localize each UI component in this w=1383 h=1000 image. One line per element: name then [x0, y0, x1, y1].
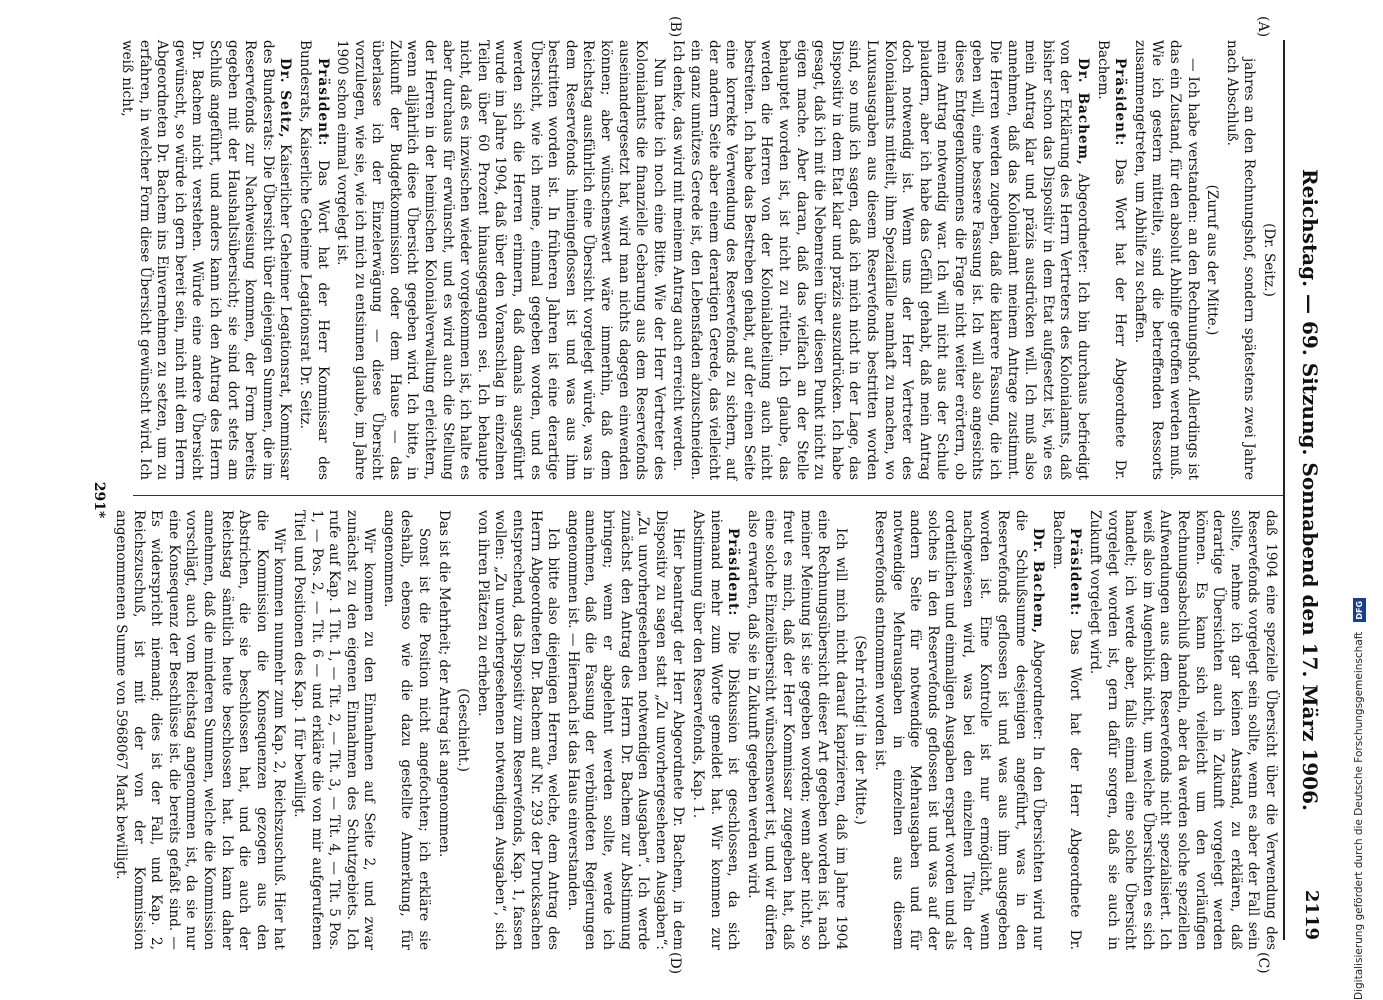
paragraph — [669, 40, 1091, 480]
margin-mark-b: (B) — [667, 16, 683, 38]
paragraph — [434, 510, 452, 950]
page-header — [1292, 40, 1328, 940]
dfg-logo: DFG — [1353, 598, 1366, 622]
paragraph — [688, 510, 741, 950]
interjection — [851, 510, 869, 950]
paragraph — [295, 40, 330, 480]
digitization-credit — [1346, 0, 1372, 1000]
paragraph — [743, 510, 849, 950]
paragraph-text: (Geschieht.) — [455, 688, 472, 772]
paragraph-text: Wir kommen zu den Einnahmen auf Seite 2, und zwar zunächst zu den eigenen Einnahmen des Schutzgebiets. Ich rufe auf Kap. 1 Tit. 1, — Tit. 2, — Tit. 3, — Tit. 4, — Tit. 5 Pos. 1, — Pos. 2, — Tit. 6 — und erkläre die von mir aufgerufenen Titel und Positionen des Kap. 1 für bewilligt. — [290, 510, 378, 950]
paragraph — [1093, 40, 1128, 480]
page-number: 2119 — [1301, 889, 1322, 940]
paragraph — [289, 510, 377, 950]
paragraph-text: Die Diskussion ist geschlossen, da sich niemand mehr zum Worte gemeldet hat. Wir kommen zur Abstimmung über den Reservefonds, Kap. 1. — [690, 510, 742, 950]
speaker-name: Dr. Bachem, — [1030, 528, 1047, 635]
paragraph — [1130, 40, 1200, 480]
speaker-name: Dr. Seitz, — [277, 58, 294, 139]
right-column — [113, 510, 1279, 950]
speaker-name: Präsident: — [314, 58, 331, 147]
paragraph-text: — Ich habe verstanden: an den Rechnungshof. Allerdings ist das ein Zustand, für den absolut Abhilfe getroffen werden muß. Wie ich gestern mitteilte, sind die betreffenden Ressorts zusammengetreten, um Abhilfe zu schaffen. — [1131, 40, 1201, 480]
paragraph-text: jahres an den Rechnungshof, sondern spätestens zwei Jahre nach Abschluß. — [1223, 40, 1258, 480]
column-rule — [133, 495, 1283, 496]
paragraph-text: (Sehr richtig! in der Mitte.) — [852, 635, 869, 825]
paragraph-text: Das ist die Mehrheit; der Antrag ist angenommen. — [435, 510, 452, 858]
paragraph-text: (Dr. Seitz.) — [1261, 223, 1277, 297]
paragraph-text: Das Wort hat der Herr Abgeordnete Dr. Bachem. — [1049, 510, 1084, 950]
paragraph-text: Wir kommen nunmehr zum Kap. 2, Reichszuschuß. Hier hat die Kommission die Konsequenzen gezogen aus den Abstrichen, die sie beschlossen hat, und die auch der Reichstag sämtlich heute beschlossen hat. Ich kann daher annehmen, daß die minderen Summen, welche die Kommission vorschlägt, auch vom Reichstag angenommen ist, da sie nur eine Konsequenz der Beschlüsse ist. die bereits gefaßt sind. — Es widerspricht niemand; dies ist der Fall, und Kap. 2, Reichszuschuß, ist mit der von der Kommission angenommenen Summe von 5968067 Mark bewilligt. — [113, 510, 288, 950]
running-title: Reichstag. — 69. Sitzung. Sonnabend den 17. März 1906. — [1298, 169, 1322, 811]
paragraph-text: Abgeordneter: In den Übersichten wird nur die Schlußsumme desjenigen angeführt, was in den Reservefonds geflossen ist und was aus ihm ausgegeben worden ist. Eine Kontrolle ist nur ermöglicht, wenn nachgewiesen wird, was bei den einzelnen Titeln der ordentlichen und einmaligen Ausgaben erspart worden und als solches in den Reservefonds geflossen ist und was auf der andern Seite für notwendige Mehrausgaben und für notwendige Mehrausgaben in einzelnen aus diesem Reservefonds entnommen worden ist. — [871, 510, 1047, 950]
paragraph-text: Ich will mich nicht darauf kaprizieren, daß im Jahre 1904 eine Rechnungsübersicht dieser Art gegeben worden ist, nach meiner Meinung ist sie gegeben worden; wenn aber nicht, so freut es mich, daß der Herr Kommissar zugegeben hat, daß eine solche Einzelübersicht wünschenswert ist, und wir dürfen also erwarten, daß sie in Zukunft gegeben werden wird. — [744, 510, 849, 950]
paragraph — [1085, 510, 1279, 950]
paragraph — [473, 510, 561, 950]
paragraph-text: Das Wort hat der Herr Abgeordnete Dr. Bachem. — [1094, 40, 1129, 480]
speaker-continuation — [1259, 40, 1277, 480]
paragraph — [1222, 40, 1257, 480]
margin-mark-c: (C) — [1255, 952, 1271, 974]
paragraph-text: daß 1904 eine spezielle Übersicht über die Verwendung des Reservefonds vorgelegt sein sollte, wenn es aber der Fall sein sollte, nehme ich gar keinen Anstand, zu erklären, daß derartige Übersichten auch in Zukunft vorgelegt werden können. Es kann sich vielleicht um den vorläufigen Rechnungsabschluß handeln, aber da werden solche speziellen Aufwendungen aus dem Reservefonds nicht spezialisiert. Ich weiß also im Augenblick nicht, um welche Übersichten es sich handelt; ich werde aber, falls einmal eine solche Übersicht vorgelegt worden ist, gern dafür sorgen, daß sie auch in Zukunft vorgelegt wird. — [1087, 510, 1279, 950]
paragraph-text: Das Wort hat der Herr Kommissar des Bundesrats, Kaiserliche Geheime Legationsrat Dr. Seitz. — [296, 40, 331, 480]
speaker-name: Präsident: — [1112, 58, 1129, 147]
sheet-signature: 291* — [91, 481, 107, 519]
paragraph — [379, 510, 432, 950]
speaker-name: Dr. Bachem, — [1075, 58, 1092, 166]
speaker-name: Präsident: — [725, 528, 742, 617]
paragraph-text: Ich bitte also diejenigen Herren, welche, dem Antrag des Herrn Abgeordneten Dr. Bachem auf Nr. 293 der Drucksachen entsprechend, das Dispositiv zum Reservefonds, Kap. 1, fassen wollen: „Zu unvorhergesehenen notwendigen Ausgaben“, sich von ihren Plätzen zu erheben. — [474, 510, 562, 950]
left-column — [119, 40, 1279, 480]
paragraph-text: Kaiserlicher Geheimer Legationsrat, Kommissar des Bundesrats: Die Übersicht über diejenigen Summen, die im Reservefonds zur Nachweisung kommen, der Form bereits gegeben mit der Haushaltsübersicht; sie sind dort stets am Schluß angeführt, und anders kann ich den Antrag des Herrn Dr. Bachem nicht verstehen. Würde eine andere Übersicht gewünscht, so würde ich gern bereit sein, mich mit dem Herrn Abgeordneten Dr. Bachem ins Einvernehmen zu setzen, um zu erfahren, in welcher Form diese Übersicht gewünscht wird. Ich weiß nicht, — [119, 40, 294, 480]
margin-mark-a: (A) — [1255, 16, 1271, 38]
margin-mark-d: (D) — [667, 952, 683, 975]
paragraph — [333, 40, 667, 480]
header-rule — [1283, 40, 1285, 940]
paragraph — [563, 510, 686, 950]
paragraph-text: (Zuruf aus der Mitte.) — [1204, 184, 1221, 336]
paragraph — [117, 40, 293, 480]
paragraph — [111, 510, 287, 950]
paragraph — [870, 510, 1046, 950]
interjection — [1203, 40, 1221, 480]
paragraph-text: Hier beantragt der Herr Abgeordnete Dr. Bachem, in dem Dispositiv zu sagen statt „Zu unvorhergesehenen Ausgaben“: „Zu unvorhergesehenen notwendigen Ausgaben“. Ich werde zunächst den Antrag des Herrn Dr. Bachem zur Abstimmung bringen; wenn er abgelehnt werden sollte, werde ich annehmen, daß die Fassung der verbündeten Regierungen angenommen ist. — Hiernach ist das Haus einverstanden. — [564, 510, 687, 950]
interjection — [454, 510, 472, 950]
paragraph-text: Abgeordneter: Ich bin durchaus befriedigt von der Erklärung des Herrn Vertreters des Kolonialamts, daß bisher schon das Dispositiv in dem Etat aufgesetzt ist, wie es mein Antrag klar und präzis ausdrücken will. Ich muß also annehmen, daß das Kolonialamt meinem Antrage zustimmt. Die Herren werden zugeben, daß die klarere Fassung, die ich geben will, eine bessere Fassung ist. Ich will also angesichts dieses Entgegenkommens die Frage nicht weiter erörtern, ob mein Antrag notwendig war. Ich will nicht aus der Schule plaudern, aber ich habe das Gefühl gehabt, daß mein Antrag doch notwendig ist. Wenn uns der Herr Vertreter des Kolonialamts mitteilt, ihm Spezialfälle namhaft zu machen, wo Luxusausgaben aus diesem Reservefonds bestritten worden sind, so muß ich sagen, daß ich mich nicht in der Lage, das Dispositiv in dem Etat klar und präzis auszudrücken. Ich habe gesagt, daß ich mit die Nebenreien über diesen Punkt nicht zu eigen mache. Aber daran, daß das vielfach an der Stelle behauptet worden ist, ist nicht zu rütteln. Ich glaube, das werden die Herren von der Kolonialabteilung auch nicht bestreiten. Ich habe das Bestreben gehabt, auf der einen Seite eine korrekte Verwendung des Reservefonds zu sichern, auf der andern Seite aber einem derartigen Gerede, das vielleicht ein ganz unnützes Gerede ist, den Lebensfaden abzuschneiden. Ich denke, das wird mit meinem Antrag auch erreicht werden. — [670, 40, 1092, 481]
credit-text: Digitalisierung gefördert durch die Deutsche Forschungsgemeinschaft — [1353, 631, 1365, 1000]
paragraph-text: Sonst ist die Position nicht angefochten; ich erkläre sie deshalb, ebenso wie die dazu gestellte Anmerkung, für angenommen. — [380, 510, 433, 950]
paragraph-text: Nun hatte ich noch eine Bitte. Wie der Herr Vertreter des Kolonialamts die finanzielle Gebarung aus dem Reservefonds auseinandergesetzt hat, wird man nichts dagegen einwenden können; aber wünschenswert wäre immerhin, daß dem Reichstag ausführlich eine Übersicht vorgelegt würde, was in dem Reservefonds hineingeflossen ist und was aus ihm bestritten worden ist. In früheren Jahren ist eine derartige Übersicht, wie ich meine, einmal gegeben worden, und es werden sich die Herren erinnern, daß damals ausgeführt wurde im Jahre 1904, daß über den Voranschlag in einzelnen Teilen über 60 Prozent hinausgegangen sei. Ich behaupte nicht, daß es inzwischen wieder vorgekommen ist, ich halte es aber durchaus für erwünscht, und es wird auch die Stellung der Herren in der heimischen Kolonialverwaltung erleichtern, wenn alljährlich diese Übersicht gegeben wird. Ich bitte, in Zukunft der Budgetkommission oder dem Hause — das überlasse ich der Einzelerwägung — diese Übersicht vorzulegen, wie sie, wie ich mich zu entsinnen glaube, im Jahre 1900 schon einmal vorgelegt ist. — [334, 40, 667, 480]
speaker-name: Präsident: — [1067, 528, 1084, 617]
paragraph — [1048, 510, 1083, 950]
